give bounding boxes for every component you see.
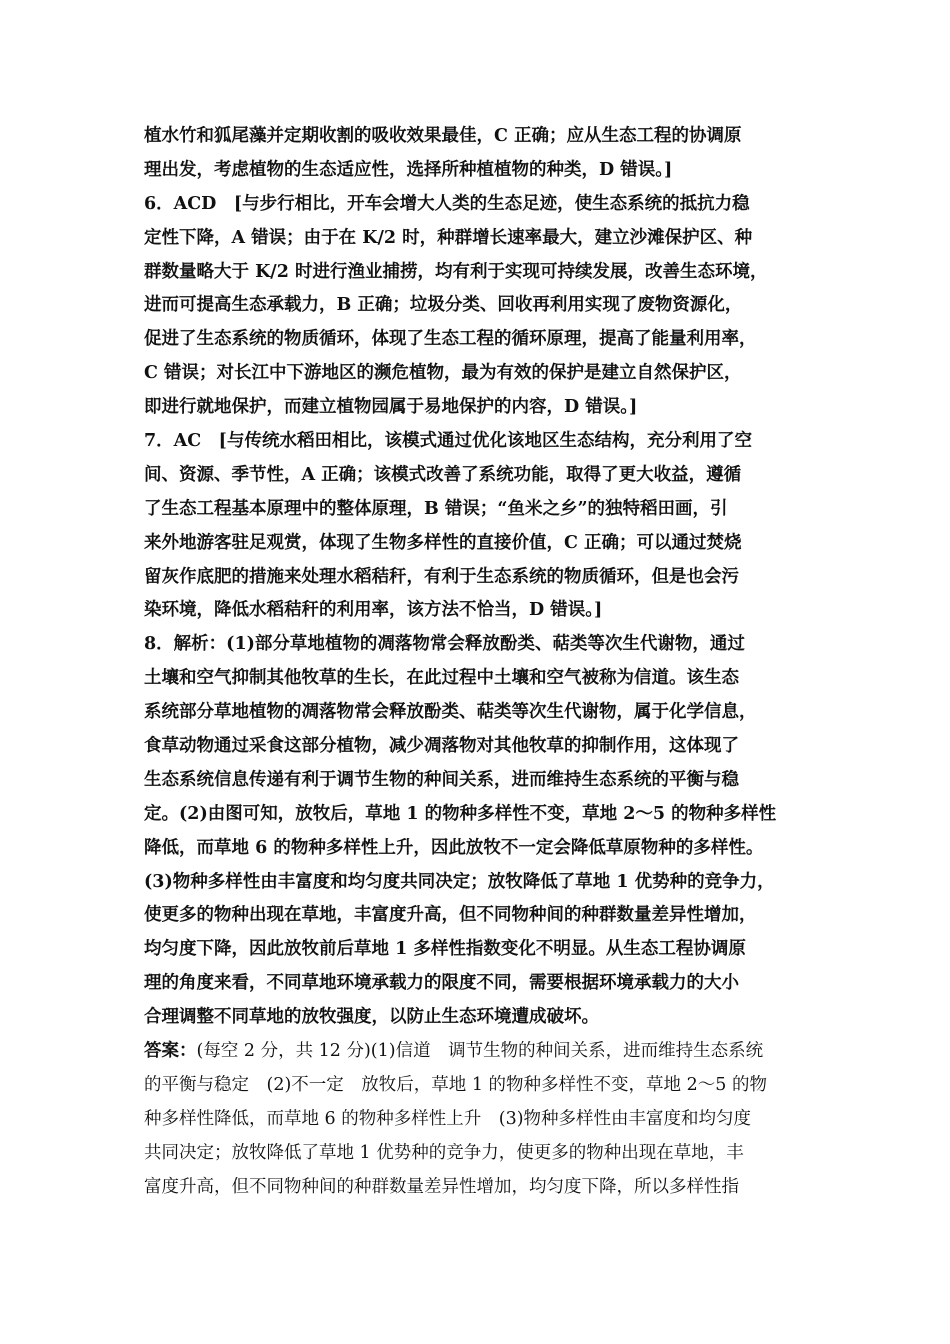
text-line: 降低，而草地 6 的物种多样性上升，因此放牧不一定会降低草原物种的多样性。 [144,837,764,858]
answer-block [144,1035,820,1204]
answer-line: 富度升高，但不同物种间的种群数量差异性增加，均匀度下降，所以多样性指 [144,1176,739,1197]
document-page [144,120,820,1205]
text-line: 土壤和空气抑制其他牧草的生长，在此过程中土壤和空气被称为信道。该生态 [144,668,739,689]
text-line: 了生态工程基本原理中的整体原理，B 错误；“鱼米之乡”的独特稻田画，引 [144,498,728,519]
text-line: 进而可提高生态承载力，B 正确；垃圾分类、回收再利用实现了废物资源化， [144,295,743,316]
text-line: 促进了生态系统的物质循环，体现了生态工程的循环原理，提高了能量利用率， [144,329,757,350]
answer-line: 种多样性降低，而草地 6 的物种多样性上升 (3)物种多样性由丰富度和均匀度 [144,1108,752,1129]
text-line: 群数量略大于 K/2 时进行渔业捕捞，均有利于实现可持续发展，改善生态环境， [144,261,768,282]
text-line: 合理调整不同草地的放牧强度，以防止生态环境遭成破坏。 [144,1007,599,1028]
text-line: (3)物种多样性由丰富度和均匀度共同决定；放牧降低了草地 1 优势种的竞争力， [144,871,775,892]
text-line: 6．ACD [与步行相比，开车会增大人类的生态足迹，使生态系统的抵抗力稳 [144,193,750,214]
text-line: 来外地游客驻足观赏，体现了生物多样性的直接价值，C 正确；可以通过焚烧 [144,532,742,553]
text-line: 理出发，考虑植物的生态适应性，选择所种植植物的种类，D 错误。] [144,159,673,180]
text-line: 间、资源、季节性，A 正确；该模式改善了系统功能，取得了更大收益，遵循 [144,464,742,485]
text-line: 植水竹和狐尾藻并定期收割的吸收效果最佳，C 正确；应从生态工程的协调原 [144,126,742,146]
text-line: C 错误；对长江中下游地区的濒危植物，最为有效的保护是建立自然保护区， [144,363,742,384]
answer-first-line [144,1035,820,1069]
answer-label: 答案： [144,1041,197,1062]
answer-line: 共同决定；放牧降低了草地 1 优势种的竞争力，使更多的物种出现在草地，丰 [144,1142,744,1163]
text-line: 7．AC [与传统水稻田相比，该模式通过优化该地区生态结构，充分利用了空 [144,431,752,452]
answer-line: 的平衡与稳定 (2)不一定 放牧后，草地 1 的物种多样性不变，草地 2～5 的物 [144,1074,767,1095]
text-line: 染环境，降低水稻秸秆的利用率，该方法不恰当，D 错误。] [144,600,603,621]
text-line: 生态系统信息传递有利于调节生物的种间关系，进而维持生态系统的平衡与稳 [144,769,739,790]
answer-text: (每空 2 分，共 12 分)(1)信道 调节生物的种间关系，进而维持生态系统 [196,1041,764,1062]
text-line: 定性下降，A 错误；由于在 K/2 时，种群增长速率最大，建立沙滩保护区、种 [144,227,753,248]
text-line: 使更多的物种出现在草地，丰富度升高，但不同物种间的种群数量差异性增加， [144,905,757,926]
text-line: 8．解析：(1)部分草地植物的凋落物常会释放酚类、萜类等次生代谢物，通过 [144,634,745,655]
text-line: 留灰作底肥的措施来处理水稻秸秆，有利于生态系统的物质循环，但是也会污 [144,566,739,587]
text-line: 系统部分草地植物的凋落物常会释放酚类、萜类等次生代谢物，属于化学信息， [144,702,757,723]
text-line: 食草动物通过采食这部分植物，减少凋落物对其他牧草的抑制作用，这体现了 [144,736,739,757]
text-line: 即进行就地保护，而建立植物园属于易地保护的内容，D 错误。] [144,397,638,418]
text-line: 定。(2)由图可知，放牧后，草地 1 的物种多样性不变，草地 2～5 的物种多样性 [144,803,777,824]
text-line: 理的角度来看，不同草地环境承载力的限度不同，需要根据环境承载力的大小 [144,973,739,994]
text-line: 均匀度下降，因此放牧前后草地 1 多样性指数变化不明显。从生态工程协调原 [144,939,746,960]
